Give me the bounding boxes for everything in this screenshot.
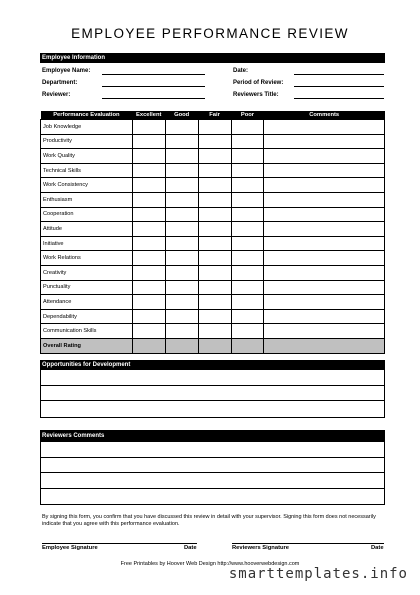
table-row xyxy=(41,251,385,266)
comments-cell[interactable] xyxy=(264,149,385,164)
rating-cell[interactable] xyxy=(132,120,165,135)
rating-cell[interactable] xyxy=(231,134,264,149)
reviewer-field[interactable] xyxy=(102,98,205,99)
rating-cell[interactable] xyxy=(198,251,231,266)
rating-cell[interactable] xyxy=(132,265,165,280)
criterion-label: Punctuality xyxy=(41,280,133,295)
rating-cell[interactable] xyxy=(165,295,198,310)
comments-line[interactable] xyxy=(41,473,384,489)
column-header: Performance Evaluation xyxy=(41,111,133,120)
rating-cell[interactable] xyxy=(165,149,198,164)
employee-name-label: Employee Name: xyxy=(42,68,91,74)
rating-cell[interactable] xyxy=(231,295,264,310)
employee-name-field[interactable] xyxy=(102,74,205,75)
footer-credit: Free Printables by Hoover Web Design http://www.hooverwebdesign.com xyxy=(120,561,300,567)
criterion-label: Dependability xyxy=(41,309,133,324)
rating-cell[interactable] xyxy=(132,178,165,193)
date-label: Date: xyxy=(233,68,249,74)
watermark: smarttemplates.info xyxy=(228,566,408,582)
rating-cell[interactable] xyxy=(231,338,264,353)
criterion-label: Communication Skills xyxy=(41,324,133,339)
rating-cell[interactable] xyxy=(165,134,198,149)
comments-cell[interactable] xyxy=(264,192,385,207)
column-header: Excellent xyxy=(132,111,165,120)
period-of-review-label: Period of Review: xyxy=(233,80,284,86)
period-of-review-field[interactable] xyxy=(294,86,384,87)
development-line[interactable] xyxy=(41,370,384,386)
criterion-label: Attendance xyxy=(41,295,133,310)
criterion-label: Technical Skills xyxy=(41,163,133,178)
rating-cell[interactable] xyxy=(198,163,231,178)
employee-info-header: Employee Information xyxy=(40,53,385,63)
rating-cell[interactable] xyxy=(231,222,264,237)
comments-cell[interactable] xyxy=(264,280,385,295)
reviewer-signature-label: Reviewers Signature xyxy=(232,545,290,551)
column-header: Fair xyxy=(198,111,231,120)
criterion-label: Enthusiasm xyxy=(41,192,133,207)
rating-cell[interactable] xyxy=(132,295,165,310)
rating-cell[interactable] xyxy=(198,178,231,193)
comments-cell[interactable] xyxy=(264,222,385,237)
reviewer-label: Reviewer: xyxy=(42,92,71,98)
rating-cell[interactable] xyxy=(132,251,165,266)
rating-cell[interactable] xyxy=(198,207,231,222)
department-field[interactable] xyxy=(102,86,205,87)
rating-cell[interactable] xyxy=(132,309,165,324)
rating-cell[interactable] xyxy=(231,207,264,222)
employee-signature-line[interactable] xyxy=(42,543,197,544)
rating-cell[interactable] xyxy=(165,265,198,280)
rating-cell[interactable] xyxy=(231,192,264,207)
comments-line[interactable] xyxy=(41,458,384,474)
comments-cell[interactable] xyxy=(264,338,385,353)
rating-cell[interactable] xyxy=(198,265,231,280)
comments-cell[interactable] xyxy=(264,163,385,178)
rating-cell[interactable] xyxy=(132,280,165,295)
criterion-label: Attitude xyxy=(41,222,133,237)
overall-rating-row xyxy=(41,338,385,353)
date-field[interactable] xyxy=(294,74,384,75)
rating-cell[interactable] xyxy=(231,149,264,164)
rating-cell[interactable] xyxy=(132,163,165,178)
table-row xyxy=(41,236,385,251)
table-header-row xyxy=(41,111,385,120)
rating-cell[interactable] xyxy=(165,338,198,353)
rating-cell[interactable] xyxy=(198,280,231,295)
criterion-label: Productivity xyxy=(41,134,133,149)
rating-cell[interactable] xyxy=(132,324,165,339)
development-box[interactable] xyxy=(40,370,385,418)
table-row xyxy=(41,207,385,222)
column-header: Comments xyxy=(264,111,385,120)
development-header: Opportunities for Development xyxy=(40,360,385,370)
comments-cell[interactable] xyxy=(264,178,385,193)
table-row xyxy=(41,120,385,135)
rating-cell[interactable] xyxy=(132,134,165,149)
rating-cell[interactable] xyxy=(165,120,198,135)
rating-cell[interactable] xyxy=(132,222,165,237)
employee-signature-label: Employee Signature xyxy=(42,545,98,551)
table-row xyxy=(41,192,385,207)
comments-cell[interactable] xyxy=(264,251,385,266)
rating-cell[interactable] xyxy=(198,120,231,135)
reviewers-comments-header: Reviewers Comments xyxy=(40,430,385,442)
rating-cell[interactable] xyxy=(132,236,165,251)
department-label: Department: xyxy=(42,80,78,86)
rating-cell[interactable] xyxy=(231,236,264,251)
rating-cell[interactable] xyxy=(231,251,264,266)
reviewers-title-label: Reviewers Title: xyxy=(233,92,279,98)
rating-cell[interactable] xyxy=(231,280,264,295)
rating-cell[interactable] xyxy=(198,324,231,339)
table-row xyxy=(41,163,385,178)
rating-cell[interactable] xyxy=(165,192,198,207)
rating-cell[interactable] xyxy=(231,309,264,324)
criterion-label: Work Quality xyxy=(41,149,133,164)
performance-evaluation-table xyxy=(40,111,385,354)
rating-cell[interactable] xyxy=(198,134,231,149)
comments-cell[interactable] xyxy=(264,120,385,135)
rating-cell[interactable] xyxy=(231,324,264,339)
table-row xyxy=(41,178,385,193)
rating-cell[interactable] xyxy=(132,207,165,222)
rating-cell[interactable] xyxy=(165,251,198,266)
disclaimer-text: By signing this form, you confirm that you have discussed this review in detail with your supervisor. Signing this form does not necessarily indicate that you agree with this performance evaluation. xyxy=(42,514,376,527)
rating-cell[interactable] xyxy=(198,309,231,324)
development-line[interactable] xyxy=(41,386,384,402)
comments-cell[interactable] xyxy=(264,295,385,310)
rating-cell[interactable] xyxy=(165,178,198,193)
comments-cell[interactable] xyxy=(264,207,385,222)
rating-cell[interactable] xyxy=(198,149,231,164)
criterion-label: Initiative xyxy=(41,236,133,251)
criterion-label: Overall Rating xyxy=(41,338,133,353)
employee-date-label: Date xyxy=(184,545,197,551)
table-row xyxy=(41,134,385,149)
comments-cell[interactable] xyxy=(264,236,385,251)
criterion-label: Creativity xyxy=(41,265,133,280)
table-row xyxy=(41,280,385,295)
rating-cell[interactable] xyxy=(198,338,231,353)
rating-cell[interactable] xyxy=(165,309,198,324)
criterion-label: Cooperation xyxy=(41,207,133,222)
rating-cell[interactable] xyxy=(165,280,198,295)
table-row xyxy=(41,324,385,339)
criterion-label: Job Knowledge xyxy=(41,120,133,135)
rating-cell[interactable] xyxy=(165,207,198,222)
column-header: Poor xyxy=(231,111,264,120)
column-header: Good xyxy=(165,111,198,120)
table-row xyxy=(41,222,385,237)
reviewers-title-field[interactable] xyxy=(294,98,384,99)
criterion-label: Work Relations xyxy=(41,251,133,266)
rating-cell[interactable] xyxy=(231,265,264,280)
rating-cell[interactable] xyxy=(165,236,198,251)
rating-cell[interactable] xyxy=(231,163,264,178)
reviewer-signature-line[interactable] xyxy=(232,543,384,544)
rating-cell[interactable] xyxy=(132,149,165,164)
comments-cell[interactable] xyxy=(264,324,385,339)
page-title: EMPLOYEE PERFORMANCE REVIEW xyxy=(71,26,349,41)
table-row xyxy=(41,265,385,280)
rating-cell[interactable] xyxy=(198,236,231,251)
rating-cell[interactable] xyxy=(198,192,231,207)
comments-line[interactable] xyxy=(41,489,384,505)
table-row xyxy=(41,309,385,324)
rating-cell[interactable] xyxy=(231,120,264,135)
comments-cell[interactable] xyxy=(264,309,385,324)
rating-cell[interactable] xyxy=(132,338,165,353)
development-line[interactable] xyxy=(41,401,384,417)
comments-line[interactable] xyxy=(41,442,384,458)
rating-cell[interactable] xyxy=(165,222,198,237)
comments-cell[interactable] xyxy=(264,134,385,149)
rating-cell[interactable] xyxy=(198,295,231,310)
rating-cell[interactable] xyxy=(231,178,264,193)
rating-cell[interactable] xyxy=(165,324,198,339)
comments-cell[interactable] xyxy=(264,265,385,280)
criterion-label: Work Consistency xyxy=(41,178,133,193)
table-row xyxy=(41,149,385,164)
reviewer-date-label: Date xyxy=(371,545,384,551)
rating-cell[interactable] xyxy=(198,222,231,237)
reviewers-comments-box[interactable] xyxy=(40,442,385,505)
rating-cell[interactable] xyxy=(132,192,165,207)
table-row xyxy=(41,295,385,310)
rating-cell[interactable] xyxy=(165,163,198,178)
